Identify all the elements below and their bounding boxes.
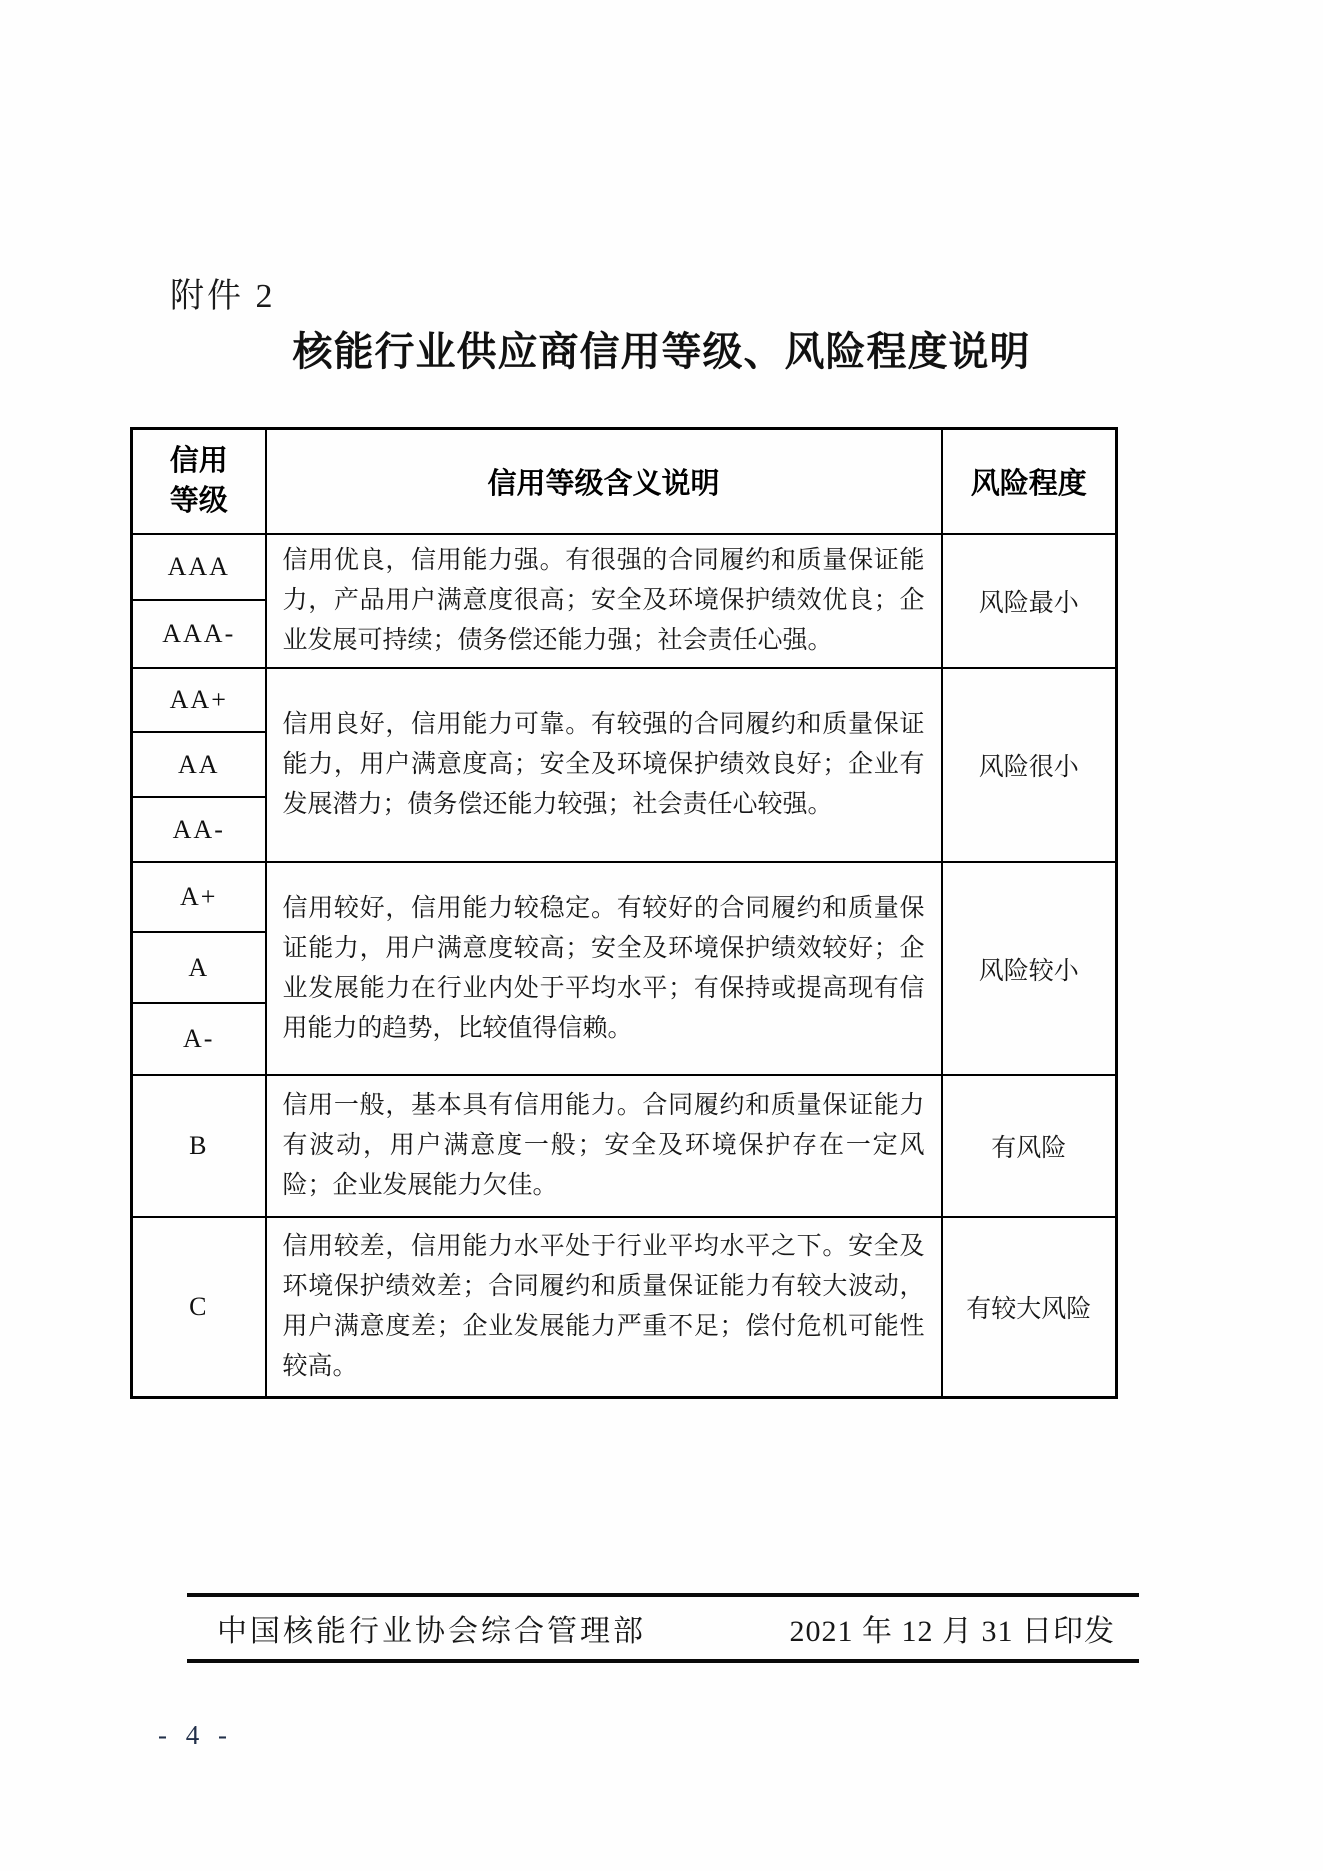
grade-cell-aa-minus: AA- <box>132 797 266 862</box>
attachment-label: 附件 2 <box>170 278 276 315</box>
risk-cell-block2: 风险很小 <box>942 668 1117 862</box>
table-row <box>132 534 1117 600</box>
grade-cell-b: B <box>132 1075 266 1217</box>
risk-cell-block1: 风险最小 <box>942 534 1117 668</box>
risk-cell-block3: 风险较小 <box>942 862 1117 1075</box>
page-number: - 4 - <box>158 1720 233 1750</box>
grade-cell-aaa: AAA <box>132 534 266 600</box>
footer-print-date: 2021 年 12 月 31 日印发 <box>789 1615 1115 1648</box>
col-header-credit-grade-label: 信用等级 <box>169 445 228 517</box>
footer-issuer: 中国核能行业协会综合管理部 <box>217 1615 646 1648</box>
description-cell-block2: 信用良好，信用能力可靠。有较强的合同履约和质量保证能力，用户满意度高；安全及环境保护绩效良好；企业有发展潜力；债务偿还能力较强；社会责任心较强。 <box>266 668 942 862</box>
table-header-row <box>132 429 1117 535</box>
grade-cell-aa-plus: AA+ <box>132 668 266 732</box>
col-header-credit-grade <box>132 429 266 535</box>
risk-cell-block4: 有风险 <box>942 1075 1117 1217</box>
description-cell-block5: 信用较差，信用能力水平处于行业平均水平之下。安全及环境保护绩效差；合同履约和质量保证能力有较大波动，用户满意度差；企业发展能力严重不足；偿付危机可能性较高。 <box>266 1217 942 1398</box>
risk-cell-block5: 有较大风险 <box>942 1217 1117 1398</box>
description-cell-block1: 信用优良，信用能力强。有很强的合同履约和质量保证能力，产品用户满意度很高；安全及环境保护绩效优良；企业发展可持续；债务偿还能力强；社会责任心强。 <box>266 534 942 668</box>
grade-cell-aaa-minus: AAA- <box>132 600 266 668</box>
table-row <box>132 1217 1117 1398</box>
grade-cell-a: A <box>132 932 266 1003</box>
credit-rating-table <box>130 427 1118 1399</box>
grade-cell-c: C <box>132 1217 266 1398</box>
description-cell-block3: 信用较好，信用能力较稳定。有较好的合同履约和质量保证能力，用户满意度较高；安全及环境保护绩效较好；企业发展能力在行业内处于平均水平；有保持或提高现有信用能力的趋势，比较值得信赖。 <box>266 862 942 1075</box>
col-header-grade-meaning: 信用等级含义说明 <box>266 429 942 535</box>
table-row <box>132 1075 1117 1217</box>
table-row <box>132 668 1117 732</box>
description-cell-block4: 信用一般，基本具有信用能力。合同履约和质量保证能力有波动，用户满意度一般；安全及环境保护存在一定风险；企业发展能力欠佳。 <box>266 1075 942 1217</box>
col-header-risk-level: 风险程度 <box>942 429 1117 535</box>
grade-cell-a-minus: A- <box>132 1003 266 1075</box>
document-footer <box>187 1593 1139 1663</box>
grade-cell-aa: AA <box>132 732 266 797</box>
page-title: 核能行业供应商信用等级、风险程度说明 <box>292 329 1031 374</box>
grade-cell-a-plus: A+ <box>132 862 266 932</box>
table-row <box>132 862 1117 932</box>
